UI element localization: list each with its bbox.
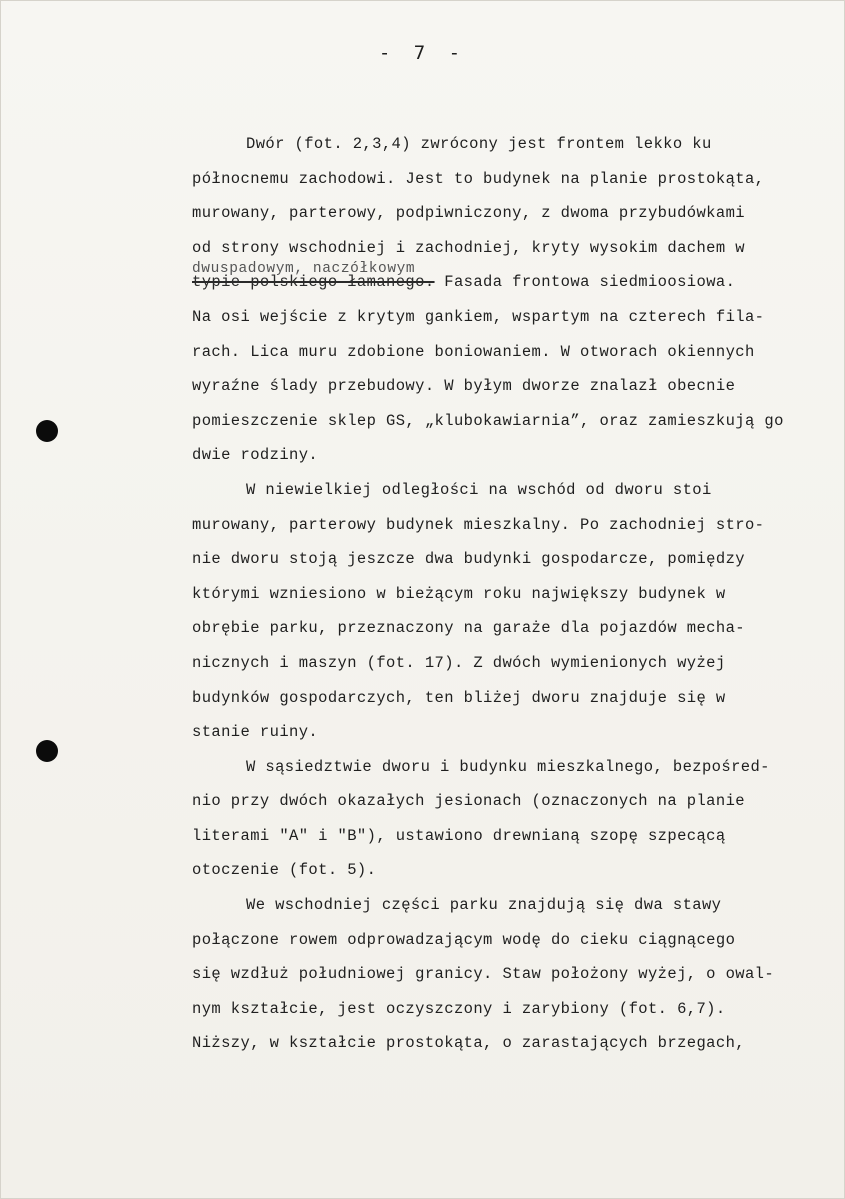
text-line: Niższy, w kształcie prostokąta, o zarastających brzegach, (192, 1034, 745, 1053)
corrected-text-line (192, 261, 812, 300)
text-line: wyraźne ślady przebudowy. W byłym dworze znalazł obecnie (192, 377, 736, 396)
text-line: Dwór (fot. 2,3,4) zwrócony jest frontem lekko ku (246, 135, 712, 153)
text-line: nicznych i maszyn (fot. 17). Z dwóch wymienionych wyżej (192, 653, 726, 672)
punch-hole-top (36, 420, 58, 442)
text-line: pomieszczenie sklep GS, „klubokawiarnia”, oraz zamieszkują go (192, 411, 784, 430)
text-line: We wschodniej części parku znajdują się dwa stawy (246, 896, 722, 915)
text-line: W niewielkiej odległości na wschód od dworu stoi (246, 480, 712, 499)
page-number: - 7 - (378, 42, 467, 64)
text-line: się wzdłuż południowej granicy. Staw położony wyżej, o owal- (192, 965, 775, 984)
text-line: połączone rowem odprowadzającym wodę do cieku ciągnącego (192, 930, 736, 949)
text-line: stanie ruiny. (192, 723, 319, 742)
text-line: nym kształcie, jest oczyszczony i zarybiony (fot. 6,7). (192, 999, 726, 1018)
text-line: literami "A" i "B"), ustawiono drewnianą szopę szpecącą (192, 826, 726, 845)
text-line: murowany, parterowy budynek mieszkalny. Po zachodniej stro- (192, 515, 765, 534)
text-line: północnemu zachodowi. Jest to budynek na planie prostokąta, (192, 169, 765, 188)
text-line: W sąsiedztwie dworu i budynku mieszkalnego, bezpośred- (246, 757, 770, 776)
text-line: nie dworu stoją jeszcze dwa budynki gospodarcze, pomiędzy (192, 550, 745, 569)
struck-out-text: typie polskiego łamanego. (192, 273, 435, 292)
text-line: otoczenie (fot. 5). (192, 861, 377, 880)
text-line: obrębie parku, przeznaczony na garaże dla pojazdów mecha- (192, 619, 745, 638)
overtyped-correction: dwuspadowym, naczółkowym (192, 261, 416, 278)
text-line: którymi wzniesiono w bieżącym roku największy budynek w (192, 584, 726, 603)
text-line-rest: Fasada frontowa siedmioosiowa. (434, 273, 736, 292)
text-line: dwie rodziny. (192, 446, 319, 465)
text-line: od strony wschodniej i zachodniej, kryty wysokim dachem w (192, 238, 745, 257)
text-line: Na osi wejście z krytym gankiem, wspartym na czterech fila- (192, 307, 765, 326)
text-line: rach. Lica muru zdobione boniowaniem. W otworach okiennych (192, 342, 755, 361)
text-line: nio przy dwóch okazałych jesionach (oznaczonych na planie (192, 792, 745, 811)
punch-hole-bottom (36, 740, 58, 762)
text-line: murowany, parterowy, podpiwniczony, z dwoma przybudówkami (192, 204, 745, 223)
typed-text-body (192, 127, 812, 1061)
text-line: budynków gospodarczych, ten bliżej dworu znajduje się w (192, 688, 726, 707)
